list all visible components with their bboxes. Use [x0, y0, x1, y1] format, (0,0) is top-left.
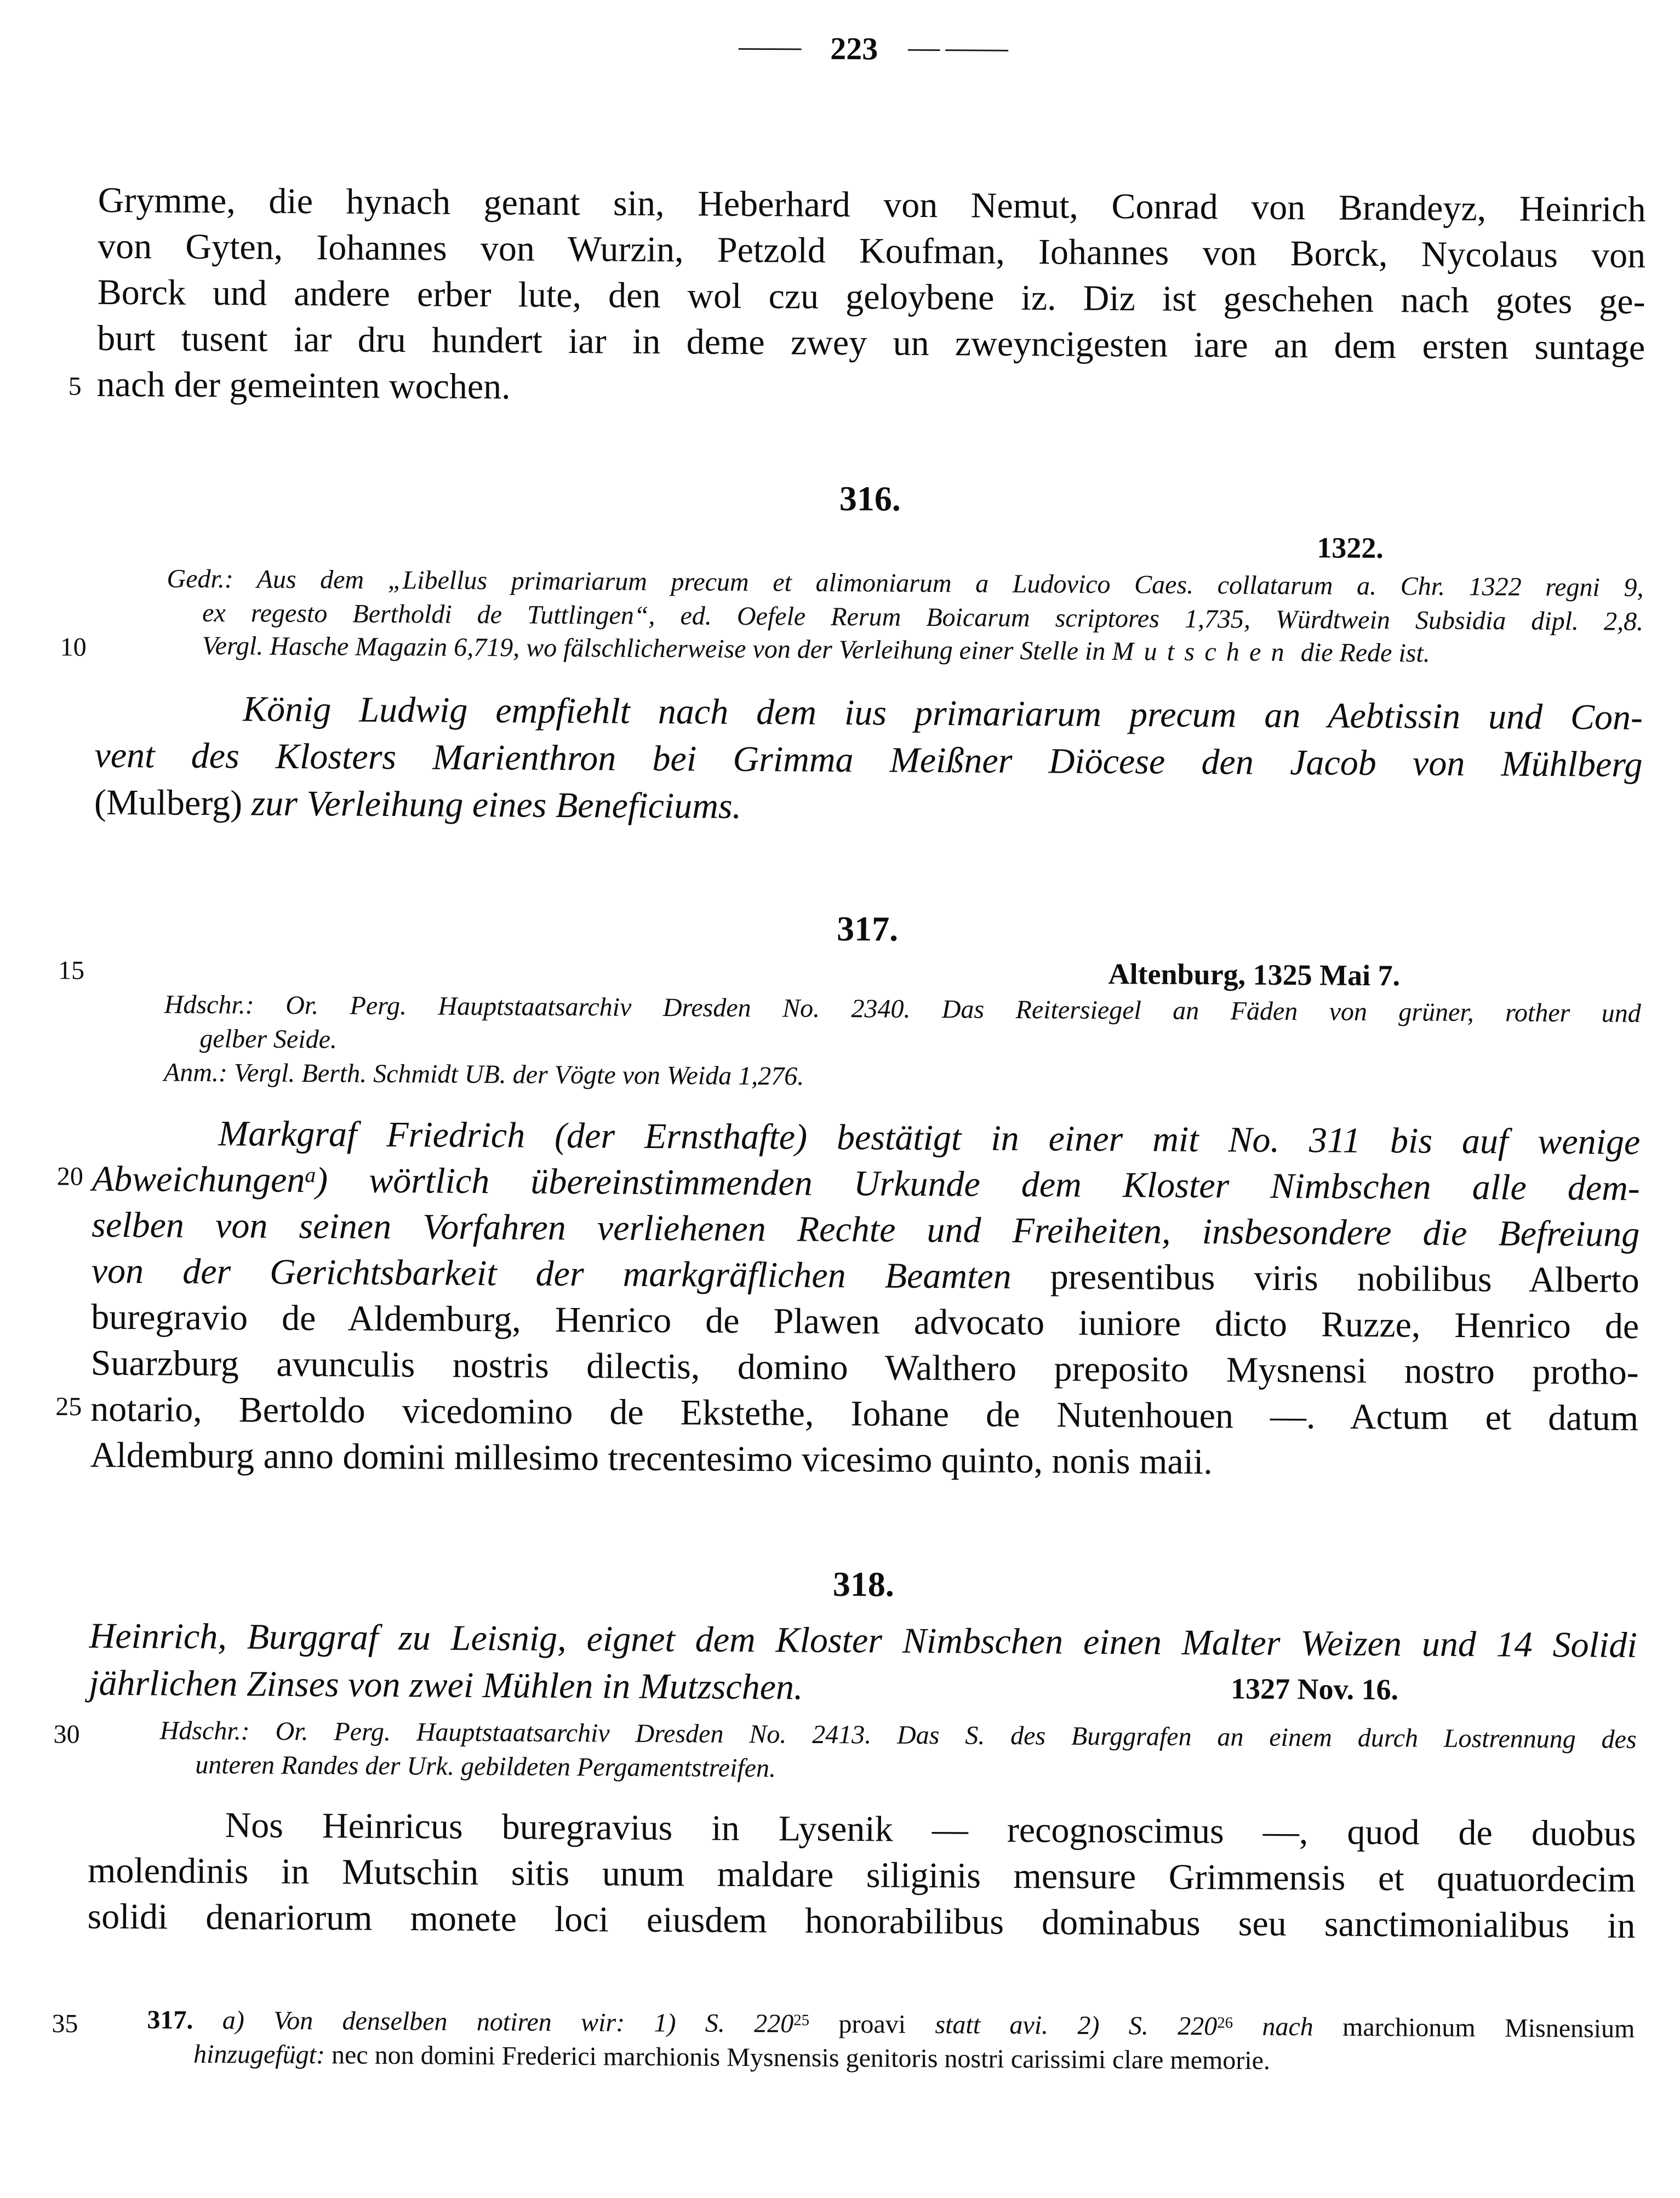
text-segment: avi. 2) S. 220: [980, 2010, 1218, 2041]
regest-line: vent des Klosters Marienthron bei Grimma Meißner Diöcese den Jacob von Mühlberg: [94, 735, 1643, 785]
page-number: 223: [830, 30, 878, 67]
text-segment: hinzugefügt:: [193, 2039, 332, 2070]
regest-line: [94, 783, 1642, 832]
charter-number-heading: 317.: [836, 909, 899, 949]
charter-text-line: solidi denariorum monete loci eiusdem honorabilibus dominabus seu sanctimonialibus in: [87, 1896, 1636, 1946]
text-segment: zur Verleihung eines Beneficiums.: [251, 783, 742, 826]
source-note-line: ex regesto Bertholdi de Tuttlingen“, ed. Oefele Rerum Boicarum scriptores 1,735, Würdtwein Subsidia dipl. 2,8.: [202, 598, 1644, 636]
charter-place-date: Altenburg, 1325 Mai 7.: [1108, 957, 1401, 992]
margin-line-number: 35: [52, 2009, 78, 2039]
text-segment: (Mulberg): [94, 782, 252, 824]
text-segment: von der Gerichtsbarkeit der markgräflichen Beamten: [91, 1251, 1051, 1297]
margin-line-number: 5: [68, 372, 82, 401]
charter-date: 1327 Nov. 16.: [1230, 1672, 1399, 1706]
source-note-line: unteren Randes der Urk. gebildeten Pergamentstreifen.: [195, 1750, 776, 1783]
page-header: [99, 26, 1647, 72]
regest-line: [92, 1160, 1640, 1209]
regest-line: jährlichen Zinses von zwei Mühlen in Mutzschen.: [88, 1663, 803, 1708]
text-segment: 25: [793, 2011, 810, 2029]
text-segment: Mutschen: [1112, 637, 1295, 667]
text-segment: statt: [935, 2010, 981, 2040]
text-segment: Abweichungen: [92, 1158, 305, 1201]
margin-line-number: 15: [58, 956, 85, 985]
margin-line-number: 10: [60, 632, 87, 662]
body-text-line: burt tusent iar dru hundert iar in deme zwey un zweyncigesten iare an dem ersten suntage: [96, 318, 1645, 368]
body-text-line: Grymme, die hynach genant sin, Heberhard von Nemut, Conrad von Brandeyz, Heinrich: [98, 180, 1646, 230]
text-segment: 317.: [147, 2005, 223, 2035]
text-segment: a) Von denselben notiren wir: 1) S. 220: [222, 2006, 794, 2039]
text-segment: Vergl. Hasche Magazin 6,719, wo fälschlicherweise von der Verleihung einer Stelle in: [202, 631, 1112, 666]
charter-date: 1322.: [1317, 531, 1384, 565]
charter-text-line: buregravio de Aldemburg, Henrico de Plawen advocato iuniore dicto Ruzze, Henrico de: [91, 1297, 1639, 1346]
charter-number-heading: 318.: [832, 1564, 895, 1604]
body-text-line: Borck und andere erber lute, den wol czu geloybene iz. Diz ist geschehen nach gotes ge-: [97, 272, 1645, 322]
margin-line-number: 25: [55, 1392, 82, 1421]
text-segment: die Rede ist.: [1294, 638, 1430, 668]
text-segment: marchionum Misnensium: [1342, 2012, 1635, 2043]
body-text-line: nach der gemeinten wochen.: [96, 364, 511, 407]
source-note-line: [202, 632, 1643, 670]
charter-text-line: molendinis in Mutschin sitis unum maldare siliginis mensure Grimmensis et quatuordecim: [87, 1850, 1636, 1900]
text-segment: nach: [1232, 2012, 1343, 2042]
footnote-line: [147, 2006, 1635, 2043]
text-segment: a: [305, 1163, 316, 1188]
charter-number-heading: 316.: [839, 478, 901, 518]
regest-line: Markgraf Friedrich (der Ernsthafte) bestätigt in einer mit No. 311 bis auf wenige: [218, 1114, 1641, 1162]
header-rule-left: ——: [739, 27, 801, 64]
source-note-line: Hdschr.: Or. Perg. Hauptstaatsarchiv Dresden No. 2340. Das Reitersiegel an Fäden von grüner, rother und: [164, 990, 1641, 1028]
charter-text-line: Aldemburg anno domini millesimo trecentesimo vicesimo quinto, nonis maii.: [90, 1435, 1213, 1482]
source-note-line: Anm.: Vergl. Berth. Schmidt UB. der Vögte von Weida 1,276.: [163, 1058, 804, 1091]
regest-line: [92, 1252, 1639, 1301]
charter-text-line: Nos Heinricus buregravius in Lysenik — recognoscimus —, quod de duobus: [225, 1805, 1636, 1854]
charter-text-line: notario, Bertoldo vicedomino de Ekstethe, Iohane de Nutenhouen —. Actum et datum: [90, 1389, 1639, 1438]
regest-line: selben von seinen Vorfahren verliehenen Rechte und Freiheiten, insbesondere die Befreiung: [92, 1204, 1640, 1254]
text-segment: nec non domini Frederici marchionis Mysnensis genitoris nostri carissimi clare memorie.: [331, 2040, 1271, 2075]
source-note-line: Hdschr.: Or. Perg. Hauptstaatsarchiv Dresden No. 2413. Das S. des Burggrafen an einem durch Lostrennung des: [159, 1716, 1637, 1754]
margin-line-number: 20: [56, 1162, 84, 1191]
regest-line: Heinrich, Burggraf zu Leisnig, eignet dem Kloster Nimbschen einen Malter Weizen und 14 Solidi: [89, 1615, 1637, 1665]
text-segment: presentibus viris nobilibus Alberto: [1050, 1257, 1639, 1300]
text-segment: 26: [1217, 2014, 1233, 2032]
header-rule-right: — ——: [908, 28, 1007, 65]
text-segment: proavi: [809, 2009, 935, 2040]
regest-line: König Ludwig empfiehlt nach dem ius primariarum precum an Aebtissin und Con-: [242, 689, 1643, 738]
body-text-line: von Gyten, Iohannes von Wurzin, Petzold Koufman, Iohannes von Borck, Nycolaus von: [98, 226, 1646, 276]
charter-text-line: Suarzburg avunculis nostris dilectis, domino Walthero preposito Mysnensi nostro protho-: [90, 1343, 1639, 1392]
margin-line-number: 30: [53, 1720, 80, 1749]
text-segment: ) wörtlich übereinstimmenden Urkunde dem Kloster Nimbschen alle dem-: [315, 1160, 1640, 1208]
source-note-line: gelber Seide.: [199, 1024, 338, 1054]
footnote-line: [193, 2040, 1635, 2078]
source-note-line: Gedr.: Aus dem „Libellus primariarum precum et alimoniarum a Ludovico Caes. collatarum a. Chr. 1322 regni 9,: [167, 564, 1644, 602]
